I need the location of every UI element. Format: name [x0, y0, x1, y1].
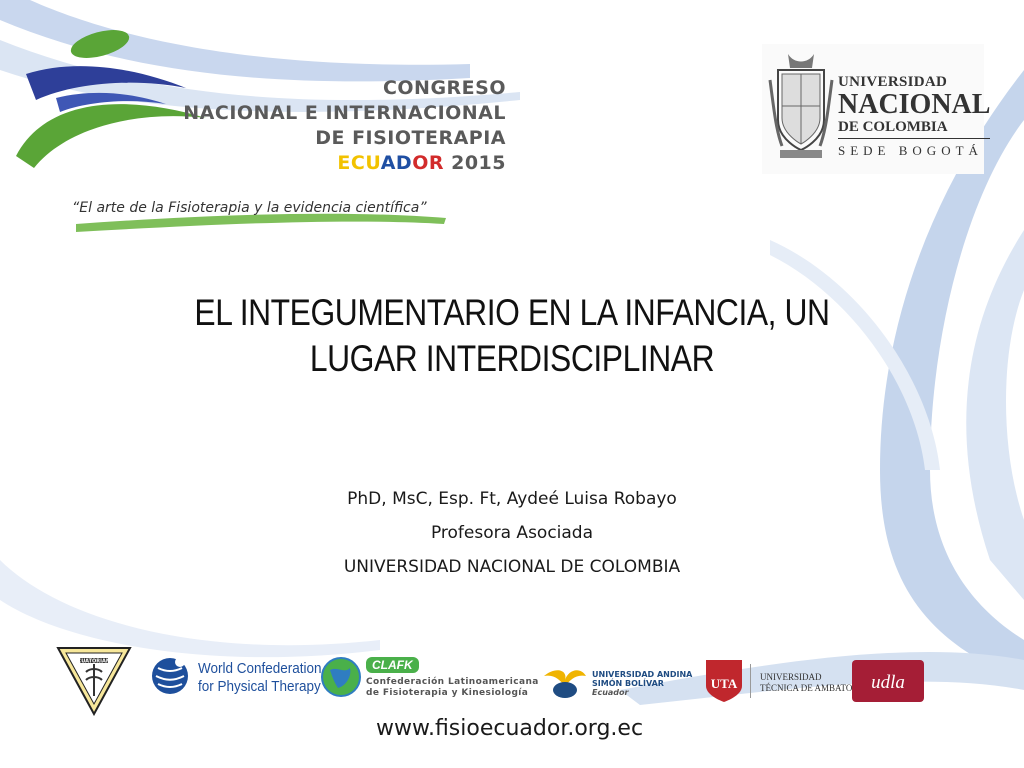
country-part-ad: AD [380, 152, 413, 174]
uta-line-2: TÉCNICA DE AMBATO [760, 683, 853, 693]
unal-line-2: NACIONAL [838, 89, 991, 120]
wcpt-line-1: World Confederation [198, 660, 322, 677]
unal-wordmark [838, 74, 990, 159]
wcpt-wordmark [198, 660, 322, 696]
congress-line-3: DE FISIOTERAPIA [315, 127, 506, 149]
unal-coat-of-arms-icon [768, 50, 834, 162]
title-line-2: LUGAR INTERDISCIPLINAR [309, 338, 715, 379]
clafk-badge: CLAFK [366, 657, 419, 673]
country-part-ecu: ECU [337, 152, 381, 174]
uasb-condor-icon [542, 662, 588, 702]
udla-logo-text: udla [871, 672, 905, 693]
clafk-line-1: Confederación Latinoamericana [366, 677, 539, 687]
congress-name-block [150, 76, 506, 176]
congress-line-2: NACIONAL E INTERNACIONAL [183, 102, 506, 124]
clafk-line-2: de Fisioterapia y Kinesiología [366, 688, 529, 698]
udla-logo-icon [852, 660, 924, 702]
uasb-line-2: SIMÓN BOLÍVAR [592, 679, 664, 688]
slide-title [166, 290, 857, 382]
unal-line-4: SEDE BOGOTÁ [838, 143, 983, 158]
title-line-1: EL INTEGUMENTARIO EN LA INFANCIA, UN [194, 292, 830, 333]
uta-divider [750, 664, 751, 698]
sociedad-ecuatoriana-logo-icon [56, 646, 132, 716]
clafk-wordmark [366, 677, 539, 699]
presenter-institution: UNIVERSIDAD NACIONAL DE COLOMBIA [343, 557, 681, 577]
clafk-globe-icon [320, 656, 362, 698]
unal-line-1: UNIVERSIDAD [838, 74, 948, 90]
uta-shield-icon [704, 658, 744, 704]
congress-country-year [150, 151, 506, 176]
uasb-line-3: Ecuador [592, 688, 629, 697]
uta-wordmark [760, 672, 852, 694]
uta-abbr-text: UTA [710, 676, 738, 691]
presenter-info [240, 482, 784, 584]
presenter-name: PhD, MsC, Esp. Ft, Aydeé Luisa Robayo [347, 489, 677, 509]
uasb-wordmark [592, 670, 692, 697]
wcpt-globe-icon [150, 654, 190, 698]
sociedad-logo-text: ECUATORIANA [74, 658, 114, 665]
uasb-line-1: UNIVERSIDAD ANDINA [592, 670, 693, 679]
presenter-position: Profesora Asociada [430, 523, 594, 543]
unal-line-3: DE COLOMBIA [838, 119, 990, 139]
congress-year: 2015 [451, 152, 506, 174]
website-url: www.fisioecuador.org.ec [376, 716, 644, 741]
congress-line-1: CONGRESO [382, 77, 506, 99]
wcpt-line-2: for Physical Therapy [198, 678, 321, 695]
country-part-or: OR [412, 152, 444, 174]
uta-line-1: UNIVERSIDAD [760, 672, 822, 682]
congress-tagline: “El arte de la Fisioterapia y la evidencia científica” [72, 200, 427, 216]
